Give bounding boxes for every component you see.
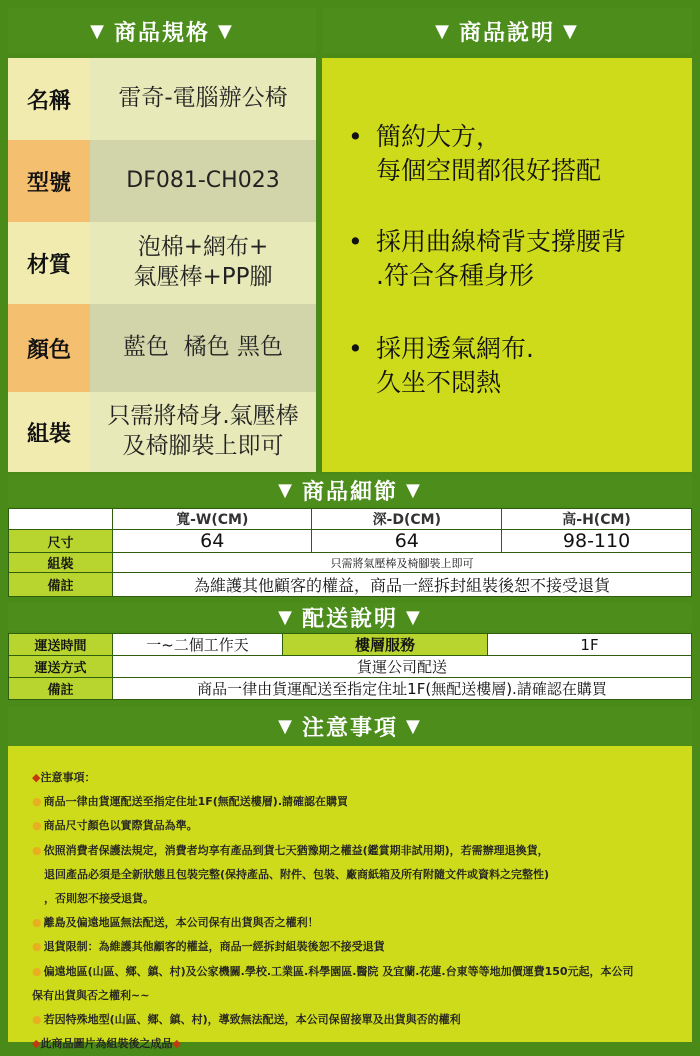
spec-row-assembly	[8, 392, 316, 472]
triangle-down-icon: ▼	[406, 479, 422, 501]
triangle-down-icon: ▼	[90, 20, 106, 42]
notice-item: ● 商品尺寸顏色以實際貨品為準。	[32, 819, 198, 833]
column-header: 深-D(CM)	[312, 509, 502, 530]
spec-row-material	[8, 222, 316, 304]
notice-panel	[8, 746, 692, 1051]
table-row	[9, 678, 692, 700]
size-depth: 64	[312, 530, 502, 553]
bullet-icon: ●	[32, 964, 42, 978]
bullet-icon: ●	[32, 795, 42, 809]
notice-item: ◆此商品圖片為組裝後之成品◆	[32, 1037, 181, 1051]
table-row	[9, 509, 692, 530]
notice-title: 注意事項：	[40, 771, 96, 784]
remark-value: 為維護其他顧客的權益，商品一經拆封組裝後恕不接受退貨	[113, 573, 692, 597]
table-row	[9, 573, 692, 597]
spec-label: 名稱	[8, 58, 90, 140]
delivery-header	[8, 603, 692, 631]
row-label: 樓層服務	[283, 634, 488, 656]
detail-table	[8, 508, 692, 597]
size-width: 64	[113, 530, 312, 553]
column-header: 寬-W(CM)	[113, 509, 312, 530]
bullet-icon: ●	[32, 819, 42, 833]
desc-header	[322, 8, 692, 54]
delivery-method: 貨運公司配送	[113, 656, 692, 678]
desc-header-title: 商品說明	[458, 20, 555, 46]
desc-text: 採用透氣網布. 久坐不悶熱	[376, 334, 534, 397]
delivery-remark: 商品一律由貨運配送至指定住址1F(無配送樓層).請確認在購買	[113, 678, 692, 700]
notice-item: ● 若因特殊地型(山區、鄉、鎮、村)，導致無法配送，本公司保留接單及出貨與否的權利	[32, 1013, 461, 1027]
bullet-icon: ●	[32, 940, 42, 954]
spec-value: 雷奇-電腦辦公椅	[90, 58, 316, 140]
triangle-down-icon: ▼	[435, 20, 451, 42]
notice-header	[8, 706, 692, 746]
table-row	[9, 656, 692, 678]
bullet-icon: ●	[32, 916, 42, 930]
desc-item	[350, 225, 626, 293]
desc-item	[350, 120, 601, 188]
notice-item: ● 商品一律由貨運配送至指定住址1F(無配送樓層).請確認在購買	[32, 795, 349, 809]
notice-item-cont: 保有出貨與否之權利~~	[32, 988, 150, 1002]
notice-item: ● 偏遠地區(山區、鄉、鎮、村)及公家機關.學校.工業區.科學園區.醫院 及宜蘭.花蓮.台東等等地加價運費150元起，本公司	[32, 964, 634, 978]
triangle-down-icon: ▼	[406, 715, 422, 737]
desc-text: 採用曲線椅背支撐腰背 .符合各種身形	[376, 227, 627, 290]
assembly-value: 只需將氣壓棒及椅腳裝上即可	[113, 553, 692, 573]
table-row	[9, 634, 692, 656]
spec-label: 顏色	[8, 304, 90, 392]
spec-label: 組裝	[8, 392, 90, 472]
triangle-down-icon: ▼	[278, 479, 294, 501]
triangle-down-icon: ▼	[218, 20, 234, 42]
spec-value: DF081-CH023	[90, 140, 316, 222]
bullet-icon: ●	[32, 843, 42, 857]
triangle-down-icon: ▼	[278, 606, 294, 628]
notice-item-cont: ，否則恕不接受退貨。	[44, 892, 154, 906]
notice-item: ● 依照消費者保護法規定，消費者均享有產品到貨七天猶豫期之權益(鑑賞期非試用期)，若需辦理退換貨，	[32, 843, 549, 857]
spec-header-title: 商品規格	[113, 20, 210, 46]
spec-label: 材質	[8, 222, 90, 304]
delivery-header-title: 配送說明	[301, 606, 398, 632]
table-row	[9, 553, 692, 573]
detail-header-title: 商品細節	[301, 479, 398, 505]
spec-row-name	[8, 58, 316, 140]
notice-item-cont: 退回產品必須是全新狀態且包裝完整(保持產品、附件、包裝、廠商紙箱及所有附隨文件或資料之完整性)	[44, 867, 550, 881]
diamond-icon: ◆	[172, 1037, 181, 1051]
triangle-down-icon: ▼	[563, 20, 579, 42]
spec-value: 只需將椅身.氣壓棒 及椅腳裝上即可	[90, 392, 316, 472]
spec-header	[8, 8, 316, 54]
row-label: 運送時間	[9, 634, 113, 656]
bullet-icon: ●	[32, 1013, 42, 1027]
delivery-table	[8, 633, 692, 700]
spec-row-model	[8, 140, 316, 222]
desc-text: 簡約大方， 每個空間都很好搭配	[376, 122, 602, 185]
triangle-down-icon: ▼	[406, 606, 422, 628]
notice-header-title: 注意事項	[301, 715, 398, 741]
row-label: 備註	[9, 573, 113, 597]
row-label: 備註	[9, 678, 113, 700]
notice-item: ● 退貨限制：為維護其他顧客的權益，商品一經拆封組裝後恕不接受退貨	[32, 940, 385, 954]
row-label: 運送方式	[9, 656, 113, 678]
spec-value: 藍色 橘色 黑色	[90, 304, 316, 392]
bullet-icon: •	[348, 227, 363, 256]
triangle-down-icon: ▼	[278, 715, 294, 737]
notice-title-line	[32, 766, 668, 790]
column-header: 高-H(CM)	[502, 509, 692, 530]
size-height: 98-110	[502, 530, 692, 553]
diamond-icon: ◆	[32, 771, 41, 784]
floor-service: 1F	[488, 634, 692, 656]
table-corner	[9, 509, 113, 530]
spec-label: 型號	[8, 140, 90, 222]
bullet-icon: •	[348, 122, 363, 151]
spec-row-color	[8, 304, 316, 392]
bullet-icon: •	[348, 334, 363, 363]
row-label: 組裝	[9, 553, 113, 573]
diamond-icon: ◆	[32, 1037, 41, 1051]
spec-value: 泡棉+網布+ 氣壓棒+PP腳	[90, 222, 316, 304]
table-row	[9, 530, 692, 553]
delivery-time: 一~二個工作天	[113, 634, 283, 656]
notice-item: ● 離島及偏遠地區無法配送，本公司保有出貨與否之權利！	[32, 916, 319, 930]
desc-item	[350, 332, 534, 400]
row-label: 尺寸	[9, 530, 113, 553]
detail-header	[8, 474, 692, 506]
